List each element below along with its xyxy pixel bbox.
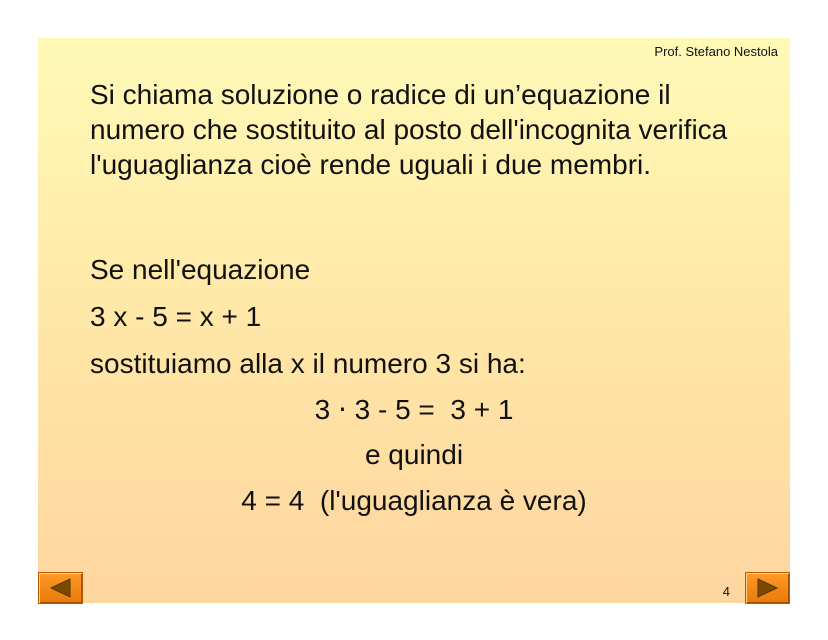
triangle-right-icon — [746, 573, 789, 603]
page-number: 4 — [722, 584, 730, 599]
connector-text: e quindi — [364, 439, 464, 470]
definition-paragraph: Si chiama soluzione o radice di un’equazione il numero che sostituito al posto dell'incognita verifica l'uguaglianza cioè rende uguali i due membri. — [90, 79, 728, 180]
substitution-equation: 3 ⋅ 3 - 5 = 3 + 1 — [314, 394, 514, 425]
substitution-intro: sostituiamo alla x il numero 3 si ha: — [90, 348, 526, 379]
result-equation: 4 = 4 (l'uguaglianza è vera) — [241, 485, 587, 516]
next-slide-button[interactable] — [745, 572, 790, 604]
triangle-left-icon — [39, 573, 82, 603]
slide — [38, 38, 790, 603]
author-label: Prof. Stefano Nestola — [654, 44, 778, 59]
previous-slide-button[interactable] — [38, 572, 83, 604]
intro-line: Se nell'equazione — [90, 254, 311, 285]
equation: 3 x - 5 = x + 1 — [90, 301, 262, 332]
